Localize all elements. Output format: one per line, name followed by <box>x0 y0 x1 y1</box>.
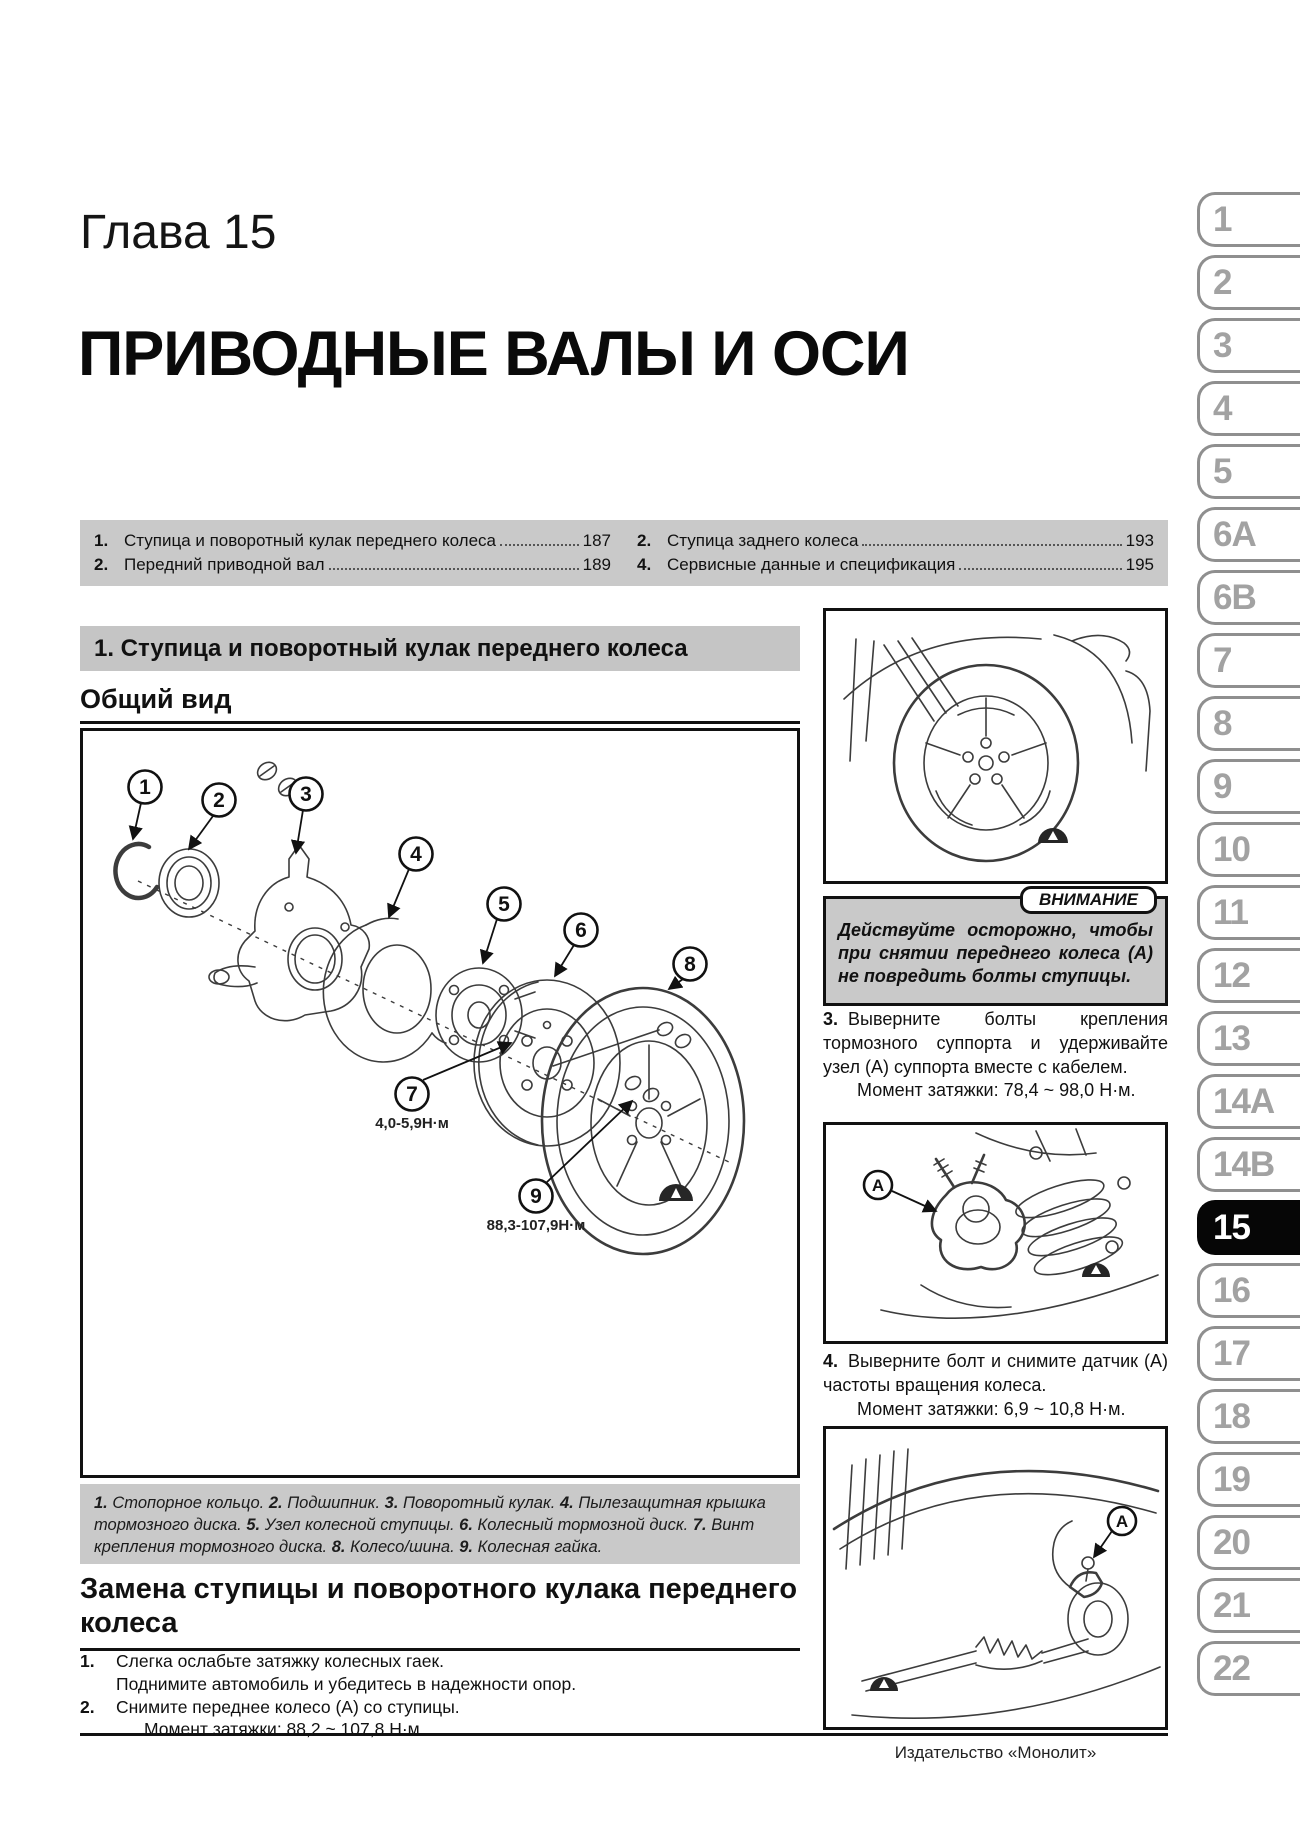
svg-text:А: А <box>871 1176 885 1195</box>
caption-text: Стопорное кольцо. <box>112 1494 265 1512</box>
torque-note: Момент затяжки: 78,4 ~ 98,0 Н·м. <box>857 1080 1136 1101</box>
svg-text:А: А <box>1115 1512 1129 1531</box>
warning-tab-label: ВНИМАНИЕ <box>1020 886 1157 914</box>
step-text: Слегка ослабьте затяжку колесных гаек. <box>116 1651 444 1671</box>
torque-label-screw: 4,0-5,9Н·м <box>375 1115 449 1132</box>
chapter-tab-3: 3 <box>1197 318 1300 373</box>
step-number: 3. <box>823 1009 839 1029</box>
svg-text:2: 2 <box>213 789 225 812</box>
toc-entry-page: 195 <box>1125 554 1154 574</box>
caption-number: 8. <box>331 1537 346 1556</box>
chapter-tab-20: 20 <box>1197 1515 1300 1570</box>
torque-note: Момент затяжки: 88,2 ~ 107,8 Н·м. <box>144 1719 425 1740</box>
toc-entry <box>637 554 1154 577</box>
chapter-tab-19: 19 <box>1197 1452 1300 1507</box>
step-1 <box>80 1650 800 1696</box>
section-header: 1. Ступица и поворотный кулак переднего колеса <box>80 626 800 671</box>
chapter-tab-strip <box>1197 192 1300 1704</box>
toc-entry-page: 187 <box>582 530 611 550</box>
caption-number: 5. <box>246 1515 261 1534</box>
toc-entry-number: 1. <box>94 530 109 550</box>
caption-number: 3. <box>384 1494 399 1512</box>
chapter-tab-22: 22 <box>1197 1641 1300 1696</box>
wheel-nuts <box>553 1020 693 1104</box>
replace-section-title: Замена ступицы и поворотного кулака переднего колеса <box>80 1572 800 1651</box>
callout-9 <box>487 1101 632 1234</box>
caption-text: Узел колесной ступицы. <box>264 1515 455 1534</box>
wheel-tire <box>542 988 744 1254</box>
toc-left-column <box>94 529 611 577</box>
chapter-tab-16: 16 <box>1197 1263 1300 1318</box>
step-number: 1. <box>80 1651 95 1671</box>
publisher-footer: Издательство «Монолит» <box>894 1743 1097 1762</box>
toc-dots <box>862 544 1121 546</box>
step-4 <box>823 1350 1168 1421</box>
callout-1 <box>129 771 162 840</box>
chapter-tab-13: 13 <box>1197 1011 1300 1066</box>
callout-a <box>864 1171 936 1211</box>
chapter-tab-8: 8 <box>1197 696 1300 751</box>
svg-text:7: 7 <box>406 1083 418 1106</box>
chapter-tab-4: 4 <box>1197 381 1300 436</box>
warning-box <box>823 890 1168 1006</box>
toc-right-column <box>637 529 1154 577</box>
front-wheel-figure <box>823 608 1168 884</box>
toc-entry-number: 4. <box>637 554 652 574</box>
caption-text: Колесо/шина. <box>350 1537 455 1556</box>
monolit-logo-icon <box>870 1677 898 1691</box>
caption-number: 1. <box>94 1494 108 1512</box>
toc-entry-label: Передний приводной вал <box>124 554 325 574</box>
callout-a <box>1094 1507 1136 1557</box>
step-number: 4. <box>823 1351 839 1371</box>
svg-text:9: 9 <box>530 1185 542 1208</box>
toc-dots <box>959 568 1121 570</box>
chapter-tab-6a: 6A <box>1197 507 1300 562</box>
toc-dots <box>500 544 579 546</box>
caption-text: Винт крепления тормозного диска. <box>94 1515 755 1556</box>
monolit-logo-icon <box>1038 828 1068 843</box>
overview-subtitle: Общий вид <box>80 684 800 724</box>
caption-text: Пылезащитная крышка тормозного диска. <box>94 1494 766 1534</box>
toc-entry <box>637 530 1154 553</box>
chapter-tab-21: 21 <box>1197 1578 1300 1633</box>
chapter-tab-1: 1 <box>1197 192 1300 247</box>
step-text: Снимите переднее колесо (А) со ступицы. <box>116 1696 460 1717</box>
figure-caption <box>80 1484 800 1564</box>
svg-text:3: 3 <box>300 783 312 806</box>
callout-4 <box>389 838 433 918</box>
exploded-view-drawing <box>83 731 797 1475</box>
callout-2 <box>189 784 236 850</box>
chapter-tab-5: 5 <box>1197 444 1300 499</box>
caption-number: 2. <box>268 1494 283 1512</box>
toc-entry-page: 189 <box>582 554 611 574</box>
caption-number: 6. <box>459 1515 473 1534</box>
toc-dots <box>329 568 579 570</box>
step-text: Выверните болт и снимите датчик (А) частоты вращения колеса. <box>823 1351 1168 1395</box>
caption-number: 9. <box>459 1537 474 1556</box>
chapter-tab-12: 12 <box>1197 948 1300 1003</box>
front-wheel-drawing <box>826 611 1165 881</box>
svg-text:6: 6 <box>575 919 587 942</box>
bearing <box>159 849 219 917</box>
chapter-tab-14b: 14B <box>1197 1137 1300 1192</box>
callout-6 <box>555 914 598 977</box>
warning-text: Действуйте осторожно, чтобы при снятии переднего колеса (А) не повредить болты ступицы. <box>838 920 1153 987</box>
step-text: Поднимите автомобиль и убедитесь в надежности опор. <box>116 1673 577 1694</box>
monolit-logo-icon <box>659 1184 693 1201</box>
chapter-tab-14a: 14A <box>1197 1074 1300 1129</box>
table-of-contents <box>80 520 1168 586</box>
caption-text: Поворотный кулак. <box>403 1494 556 1512</box>
footer-rule <box>80 1733 1168 1736</box>
chapter-tab-9: 9 <box>1197 759 1300 814</box>
toc-entry-number: 2. <box>94 554 109 574</box>
brake-disc <box>474 980 620 1146</box>
callout-3 <box>290 778 323 854</box>
brake-caliper <box>932 1155 1025 1269</box>
caption-text: Колесный тормозной диск. <box>477 1515 689 1534</box>
toc-entry <box>94 530 611 553</box>
torque-note: Момент затяжки: 6,9 ~ 10,8 Н·м. <box>857 1398 1126 1419</box>
page-title: ПРИВОДНЫЕ ВАЛЫ И ОСИ <box>78 319 909 389</box>
procedure-steps <box>80 1650 800 1741</box>
svg-text:5: 5 <box>498 893 510 916</box>
monolit-logo-icon <box>1082 1263 1110 1277</box>
exploded-view-figure <box>80 728 800 1478</box>
toc-entry-label: Ступица и поворотный кулак переднего колеса <box>124 530 496 550</box>
chapter-tab-10: 10 <box>1197 822 1300 877</box>
svg-text:8: 8 <box>684 953 696 976</box>
chapter-tab-15-active: 15 <box>1197 1200 1300 1255</box>
wheel-speed-sensor-drawing <box>826 1429 1165 1727</box>
chapter-tab-7: 7 <box>1197 633 1300 688</box>
brake-caliper-figure <box>823 1122 1168 1344</box>
wheel-hub <box>436 968 535 1062</box>
dust-shield <box>323 918 446 1062</box>
caption-number: 7. <box>692 1515 707 1534</box>
toc-entry-page: 193 <box>1125 530 1154 550</box>
step-3 <box>823 1008 1168 1103</box>
caption-text: Подшипник. <box>287 1494 381 1512</box>
chapter-tab-18: 18 <box>1197 1389 1300 1444</box>
wheel-speed-sensor-figure <box>823 1426 1168 1730</box>
svg-text:4: 4 <box>410 843 422 866</box>
chapter-tab-2: 2 <box>1197 255 1300 310</box>
caption-number: 4. <box>559 1494 574 1512</box>
caption-text: Колесная гайка. <box>477 1537 603 1556</box>
snap-ring <box>115 844 157 898</box>
callout-8 <box>669 948 707 990</box>
toc-entry-label: Ступица заднего колеса <box>667 530 859 550</box>
callout-7 <box>375 1043 511 1132</box>
toc-entry-label: Сервисные данные и спецификация <box>667 554 956 574</box>
svg-text:1: 1 <box>139 776 151 799</box>
coil-spring <box>1012 1172 1126 1282</box>
chapter-tab-17: 17 <box>1197 1326 1300 1381</box>
torque-label-nut: 88,3-107,9Н·м <box>486 1217 586 1234</box>
chapter-label: Глава 15 <box>80 206 277 259</box>
speed-sensor <box>1053 1521 1102 1597</box>
toc-entry <box>94 554 611 577</box>
chapter-tab-6b: 6B <box>1197 570 1300 625</box>
cv-boot <box>976 1637 1042 1669</box>
step-number: 2. <box>80 1696 95 1717</box>
callout-5 <box>483 888 521 964</box>
steering-knuckle <box>209 845 369 1021</box>
step-text: Выверните болты крепления тормозного суппорта и удерживайте узел (А) суппорта вместе с кабелем. <box>823 1009 1168 1077</box>
brake-caliper-drawing <box>826 1125 1165 1341</box>
toc-entry-number: 2. <box>637 530 652 550</box>
chapter-tab-11: 11 <box>1197 885 1300 940</box>
